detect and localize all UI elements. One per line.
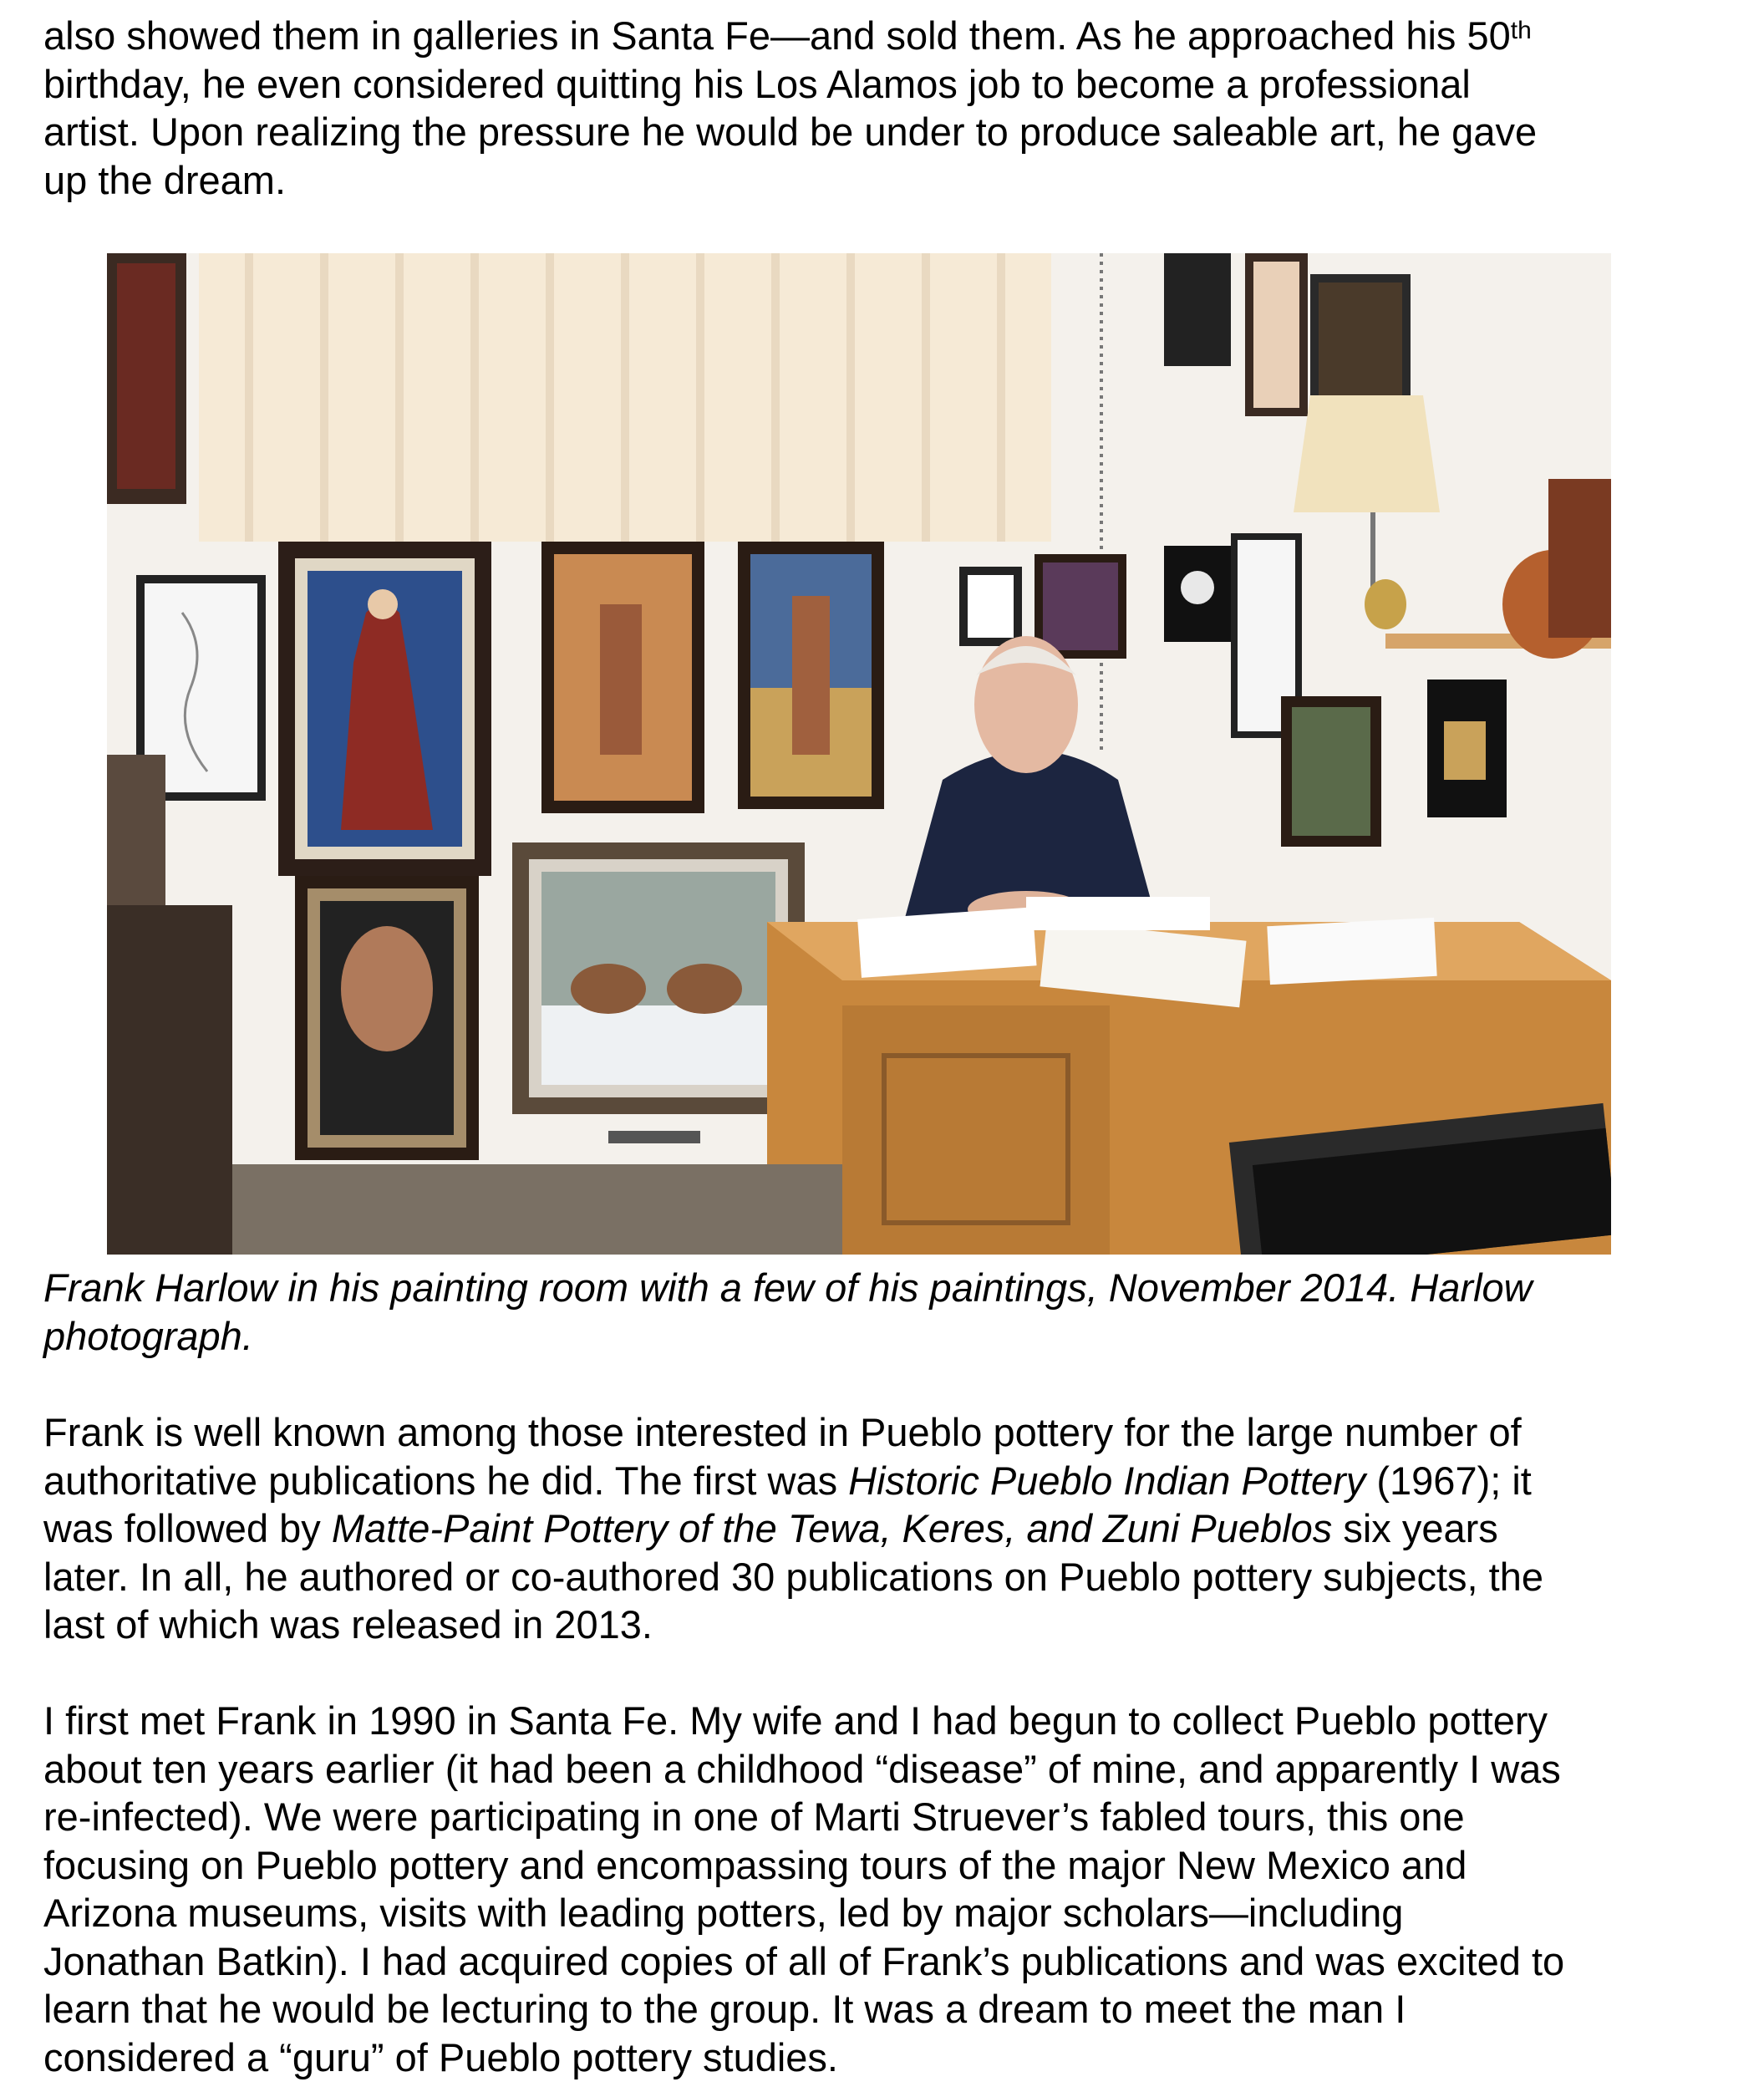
publications-paragraph: Frank is well known among those interested in Pueblo pottery for the large number of authoritative publications he did. The first was Historic Pueblo Indian Pottery (1967); it was followed by Matte-Paint Pottery of the Tewa, Keres, and Zuni Pueblos six years later. In all, he authored or co-authored 30 publications on Pueblo pottery subjects, the last of which was released in 2013.	[43, 1410, 1543, 1647]
painting-top-right-small	[1164, 253, 1231, 366]
book-title-matte-paint: Matte-Paint Pottery of the Tewa, Keres, and Zuni Pueblos	[331, 1506, 1333, 1550]
painting-room-photo	[107, 253, 1611, 1255]
book-title-historic-pueblo: Historic Pueblo Indian Pottery	[848, 1458, 1366, 1503]
intro-paragraph: also showed them in galleries in Santa Fe—and sold them. As he approached his 50th birthday, he even considered quitting his Los Alamos job to become a professional artist. Upon realizing the pressure he would be under to produce saleable art, he gave up the dream.	[43, 13, 1538, 202]
lamp-shade	[1294, 395, 1440, 512]
first-meeting-paragraph: I first met Frank in 1990 in Santa Fe. My wife and I had begun to collect Pueblo pottery about ten years earlier (it had been a childhood “disease” of mine, and apparently I was re-infected). We were participating in one of Marti Struever’s fabled tours, this one focusing on Pueblo pottery and encompassing tours of the major New Mexico and Arizona museums, visits with leading potters, led by major scholars—including Jonathan Batkin). I had acquired copies of all of Frank’s publications and was excited to learn that he would be lecturing to the group. It was a dream to meet the man I considered a “guru” of Pueblo pottery studies.	[43, 1698, 1565, 2079]
photo-caption: Frank Harlow in his painting room with a few of his paintings, November 2014. Harlow photograph.	[43, 1265, 1533, 1358]
photo-illustration	[107, 253, 1611, 1255]
superscript-th: th	[1510, 17, 1532, 44]
